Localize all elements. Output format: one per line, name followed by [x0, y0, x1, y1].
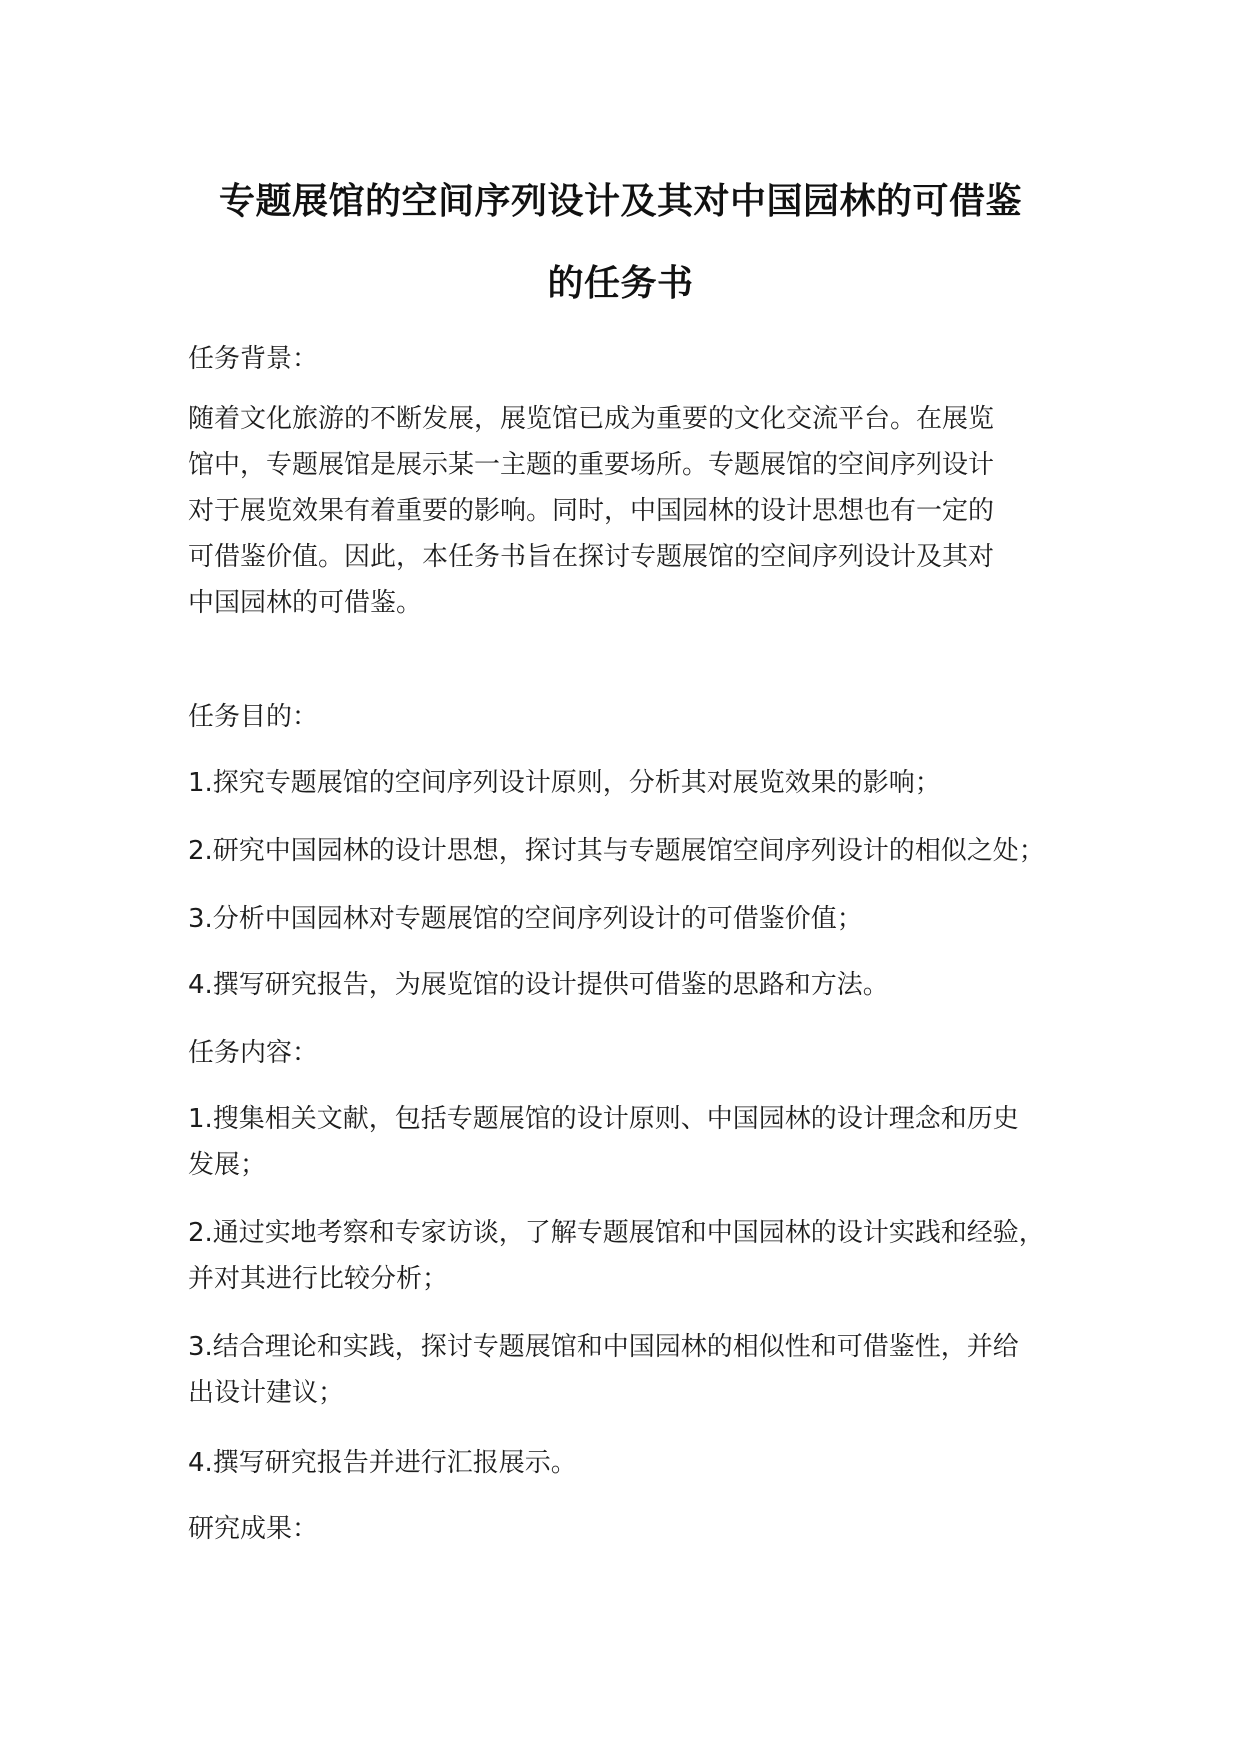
list-item-text: 3.分析中国园林对专题展馆的空间序列设计的可借鉴价值；: [188, 904, 863, 934]
background-paragraph: [188, 396, 994, 626]
content-item-4: [188, 1440, 577, 1486]
content-item-1: [188, 1096, 1019, 1188]
objective-item-2: [188, 828, 1045, 874]
heading-text: 任务背景：: [188, 344, 319, 374]
list-item-text: 4.撰写研究报告并进行汇报展示。: [188, 1448, 577, 1478]
document-title-line-1: 专题展馆的空间序列设计及其对中国园林的可借鉴: [218, 181, 1022, 222]
content-item-3: [188, 1324, 1019, 1416]
list-item-text: 3.结合理论和实践，探讨专题展馆和中国园林的相似性和可借鉴性，并给: [188, 1332, 1019, 1362]
section-heading-content: [188, 1030, 318, 1076]
objective-item-1: [188, 760, 941, 806]
objective-item-4: [188, 962, 889, 1008]
list-item-text: 发展；: [188, 1150, 267, 1180]
heading-text: 任务目的：: [188, 702, 319, 732]
paragraph-line: 中国园林的可借鉴。: [188, 588, 423, 618]
list-item-text: 1.探究专题展馆的空间序列设计原则，分析其对展览效果的影响；: [188, 768, 941, 798]
section-heading-objectives: [188, 694, 318, 740]
document-title-line-2: 的任务书: [547, 263, 694, 304]
list-item-text: 并对其进行比较分析；: [188, 1264, 449, 1294]
list-item-text: 2.通过实地考察和专家访谈，了解专题展馆和中国园林的设计实践和经验，: [188, 1218, 1045, 1248]
list-item-text: 出设计建议；: [188, 1378, 345, 1408]
list-item-text: 4.撰写研究报告，为展览馆的设计提供可借鉴的思路和方法。: [188, 970, 889, 1000]
heading-text: 研究成果：: [188, 1514, 319, 1544]
content-item-2: [188, 1210, 1045, 1302]
list-item-text: 1.搜集相关文献，包括专题展馆的设计原则、中国园林的设计理念和历史: [188, 1104, 1019, 1134]
section-heading-background: [188, 336, 318, 382]
paragraph-line: 馆中，专题展馆是展示某一主题的重要场所。专题展馆的空间序列设计: [188, 450, 995, 480]
paragraph-line: 随着文化旅游的不断发展，展览馆已成为重要的文化交流平台。在展览: [188, 404, 995, 434]
paragraph-line: 对于展览效果有着重要的影响。同时，中国园林的设计思想也有一定的: [188, 496, 995, 526]
heading-text: 任务内容：: [188, 1038, 319, 1068]
objective-item-3: [188, 896, 863, 942]
paragraph-line: 可借鉴价值。因此，本任务书旨在探讨专题展馆的空间序列设计及其对: [188, 542, 995, 572]
section-heading-results: [188, 1506, 318, 1552]
list-item-text: 2.研究中国园林的设计思想，探讨其与专题展馆空间序列设计的相似之处；: [188, 836, 1045, 866]
